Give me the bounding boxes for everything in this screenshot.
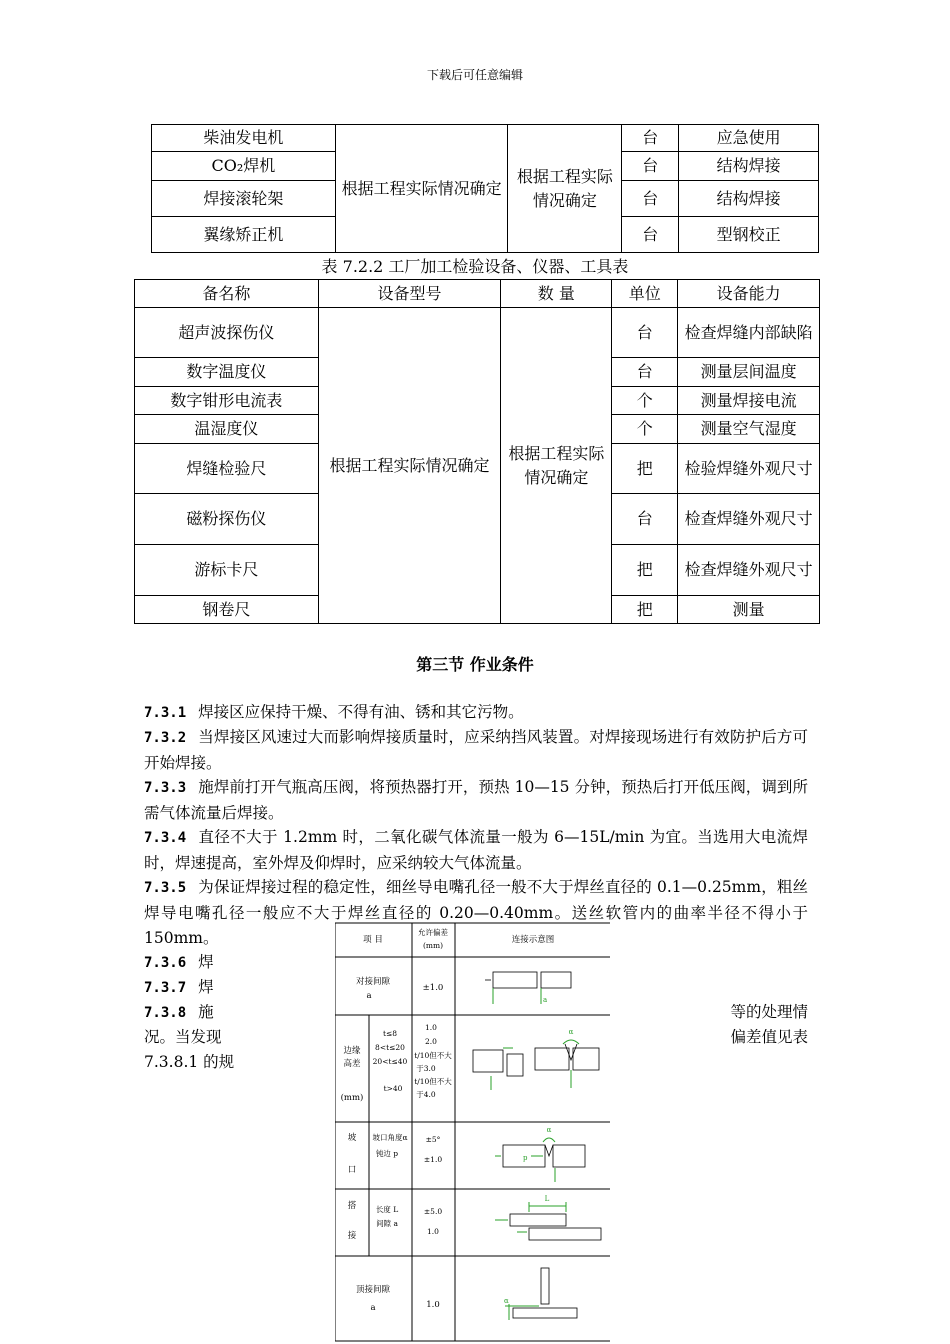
clause-number: 7.3.3 xyxy=(144,780,187,796)
table-cell: 把 xyxy=(612,545,678,596)
diagram-tolerance: ±5.0 xyxy=(423,1207,443,1216)
paragraph xyxy=(144,725,808,776)
clause-text: 焊接区应保持干燥、不得有油、锈和其它污物。 xyxy=(198,703,524,721)
table-cell: 检查焊缝内部缺陷 xyxy=(678,308,820,358)
diagram-tolerance: ±1.0 xyxy=(422,983,444,993)
clause-text: 焊 xyxy=(198,953,214,971)
table-cell: 数字钳形电流表 xyxy=(135,387,319,415)
butt-gap-dimension xyxy=(493,988,541,1004)
diagram-header-sketch: 连接示意图 xyxy=(511,935,555,945)
dimension-label: a xyxy=(543,996,548,1004)
diagram-row-label: 接 xyxy=(347,1231,357,1241)
diagram-condition: 间隙 a xyxy=(376,1219,398,1228)
lap-dimension xyxy=(495,1202,566,1232)
table-header: 设备型号 xyxy=(318,280,501,308)
clause-number: 7.3.8 xyxy=(144,1005,187,1021)
dimension-label: α xyxy=(568,1028,574,1036)
paragraph xyxy=(144,700,808,726)
table-cell: 测量层间温度 xyxy=(678,358,820,387)
diagram-tolerance: 1.0 xyxy=(427,1227,439,1236)
table-header: 单位 xyxy=(612,280,678,308)
diagram-tolerance: t/10但不大 xyxy=(414,1051,452,1060)
table-cell: 应急使用 xyxy=(679,125,819,152)
table-cell: 个 xyxy=(612,387,678,415)
diagram-tolerance: ±1.0 xyxy=(423,1155,443,1164)
diagram-row-sub: a xyxy=(366,991,372,1001)
diagram-condition: t>40 xyxy=(383,1084,403,1093)
table-caption: 表 7.2.2 工厂加工检验设备、仪器、工具表 xyxy=(321,257,629,276)
diagram-condition: 长度 L xyxy=(375,1205,399,1214)
table-cell: 台 xyxy=(622,217,679,253)
table-header: 备名称 xyxy=(135,280,319,308)
butt-gap-sketch xyxy=(485,972,571,988)
table-cell: 磁粉探伤仪 xyxy=(135,494,319,545)
merged-model-cell: 根据工程实际情况确定 xyxy=(335,125,508,253)
section-title: 第三节 作业条件 xyxy=(416,655,534,674)
clause-number: 7.3.1 xyxy=(144,705,187,721)
table-cell: 超声波探伤仪 xyxy=(135,308,319,358)
merged-qty-cell: 根据工程实际情况确定 xyxy=(508,125,622,253)
table-cell: 台 xyxy=(622,181,679,217)
table-header: 数 量 xyxy=(501,280,612,308)
clause-text: 直径不大于 1.2mm 时，二氧化碳气体流量一般为 6—15L/min 为宜。当选用大电流焊时，焊速提高，室外焊及仰焊时，应采纳较大气体流量。 xyxy=(144,828,808,872)
table-cell: 测量焊接电流 xyxy=(678,387,820,415)
clause-number: 7.3.5 xyxy=(144,880,187,896)
paragraph-fragment: 况。当发现 xyxy=(144,1028,222,1046)
table-cell: 型钢校正 xyxy=(679,217,819,253)
diagram-condition: 20<t≤40 xyxy=(372,1057,408,1066)
diagram-tolerance: 1.0 xyxy=(425,1023,437,1032)
diagram-condition: 钝边 p xyxy=(375,1149,399,1158)
table-cell: 柴油发电机 xyxy=(152,125,336,152)
clause-text: 焊 xyxy=(198,978,214,996)
table-cell: 测量 xyxy=(678,596,820,624)
table-cell: 台 xyxy=(622,152,679,181)
table-header: 设备能力 xyxy=(678,280,820,308)
diagram-condition: 8<t≤20 xyxy=(375,1043,405,1052)
diagram-header-item: 项 目 xyxy=(363,935,383,945)
table-cell: CO₂焊机 xyxy=(152,152,336,181)
diagram-row-label: (mm) xyxy=(340,1093,364,1103)
table-cell: 台 xyxy=(612,358,678,387)
diagram-row-label: 搭 xyxy=(347,1201,357,1211)
paragraph-fragment: 7.3.8.1 的规 xyxy=(144,1053,235,1071)
dimension-label: p xyxy=(523,1154,528,1162)
table-cell: 翼缘矫正机 xyxy=(152,217,336,253)
lap-sketch xyxy=(510,1214,601,1240)
clause-text: 当焊接区风速过大而影响焊接质量时，应采纳挡风装置。对焊接现场进行有效防护后方可开始焊接。 xyxy=(144,728,808,772)
merged-qty-cell: 根据工程实际情况确定 xyxy=(501,308,612,624)
diagram-row-label: 高差 xyxy=(343,1059,361,1069)
clause-number: 7.3.7 xyxy=(144,980,187,996)
inspection-equipment-table xyxy=(134,279,820,624)
dimension-label: L xyxy=(544,1195,550,1203)
diagram-header-unit: (mm) xyxy=(422,941,444,950)
clause-text: 施焊前打开气瓶高压阀，将预热器打开，预热 10—15 分钟，预热后打开低压阀，调到所需气体流量后焊接。 xyxy=(144,778,808,822)
table-cell: 测量空气湿度 xyxy=(678,415,820,444)
tee-dimension xyxy=(505,1304,539,1320)
table-cell: 把 xyxy=(612,444,678,494)
diagram-row-label: 顶接间隙 xyxy=(355,1285,391,1295)
table-cell: 数字温度仪 xyxy=(135,358,319,387)
diagram-header-tolerance: 允许偏差 xyxy=(418,928,448,937)
table-cell: 游标卡尺 xyxy=(135,545,319,596)
dimension-label: α xyxy=(504,1297,509,1305)
table-cell: 台 xyxy=(622,125,679,152)
paragraph xyxy=(144,775,808,826)
table-cell: 检查焊缝外观尺寸 xyxy=(678,494,820,545)
tee-sketch xyxy=(513,1268,577,1318)
table-cell: 检查焊缝外观尺寸 xyxy=(678,545,820,596)
diagram-tolerance: 1.0 xyxy=(426,1300,440,1310)
bevel-sketch xyxy=(503,1145,585,1167)
table-cell: 温湿度仪 xyxy=(135,415,319,444)
clause-number: 7.3.2 xyxy=(144,730,187,746)
table-cell: 结构焊接 xyxy=(679,181,819,217)
clause-text: 为保证焊接过程的稳定性，细丝导电嘴孔径一般不大于焊丝直径的 0.1—0.25mm，粗丝焊导电嘴孔径一般应不大于焊丝直径的 0.20—0.40mm。送丝软管内的曲率半径不得小于 150mm。 xyxy=(144,878,808,947)
table-cell: 结构焊接 xyxy=(679,152,819,181)
diagram-tolerance: 于4.0 xyxy=(416,1090,436,1099)
table-cell: 台 xyxy=(612,308,678,358)
dimension-label: α xyxy=(546,1126,552,1134)
clause-text: 施 xyxy=(198,1003,214,1021)
edge-offset-sketch xyxy=(473,1044,599,1076)
table-cell: 焊接滚轮架 xyxy=(152,181,336,217)
table-cell: 焊缝检验尺 xyxy=(135,444,319,494)
diagram-row-label: 坡 xyxy=(347,1133,357,1143)
diagram-row-label: 口 xyxy=(347,1165,357,1175)
tolerance-diagram xyxy=(335,920,611,1344)
diagram-tolerance: ±5° xyxy=(425,1135,441,1144)
diagram-tolerance: 2.0 xyxy=(425,1037,437,1046)
clause-number: 7.3.6 xyxy=(144,955,187,971)
equipment-table xyxy=(151,124,819,253)
table-cell: 把 xyxy=(612,596,678,624)
diagram-row-label: 边缘 xyxy=(343,1046,361,1056)
diagram-tolerance: 于3.0 xyxy=(416,1064,436,1073)
diagram-row-label: 对接间隙 xyxy=(355,977,391,987)
table-cell: 台 xyxy=(612,494,678,545)
paragraph xyxy=(144,825,808,876)
clause-number: 7.3.4 xyxy=(144,830,187,846)
diagram-condition: t≤8 xyxy=(382,1029,398,1038)
diagram-condition: 坡口角度α xyxy=(372,1133,408,1142)
table-cell: 钢卷尺 xyxy=(135,596,319,624)
paragraph-fragment: 等的处理情 xyxy=(730,1003,808,1021)
diagram-tolerance: t/10但不大 xyxy=(414,1077,452,1086)
merged-model-cell: 根据工程实际情况确定 xyxy=(318,308,501,624)
table-cell: 检验焊缝外观尺寸 xyxy=(678,444,820,494)
page-header: 下载后可任意编辑 xyxy=(426,68,523,82)
paragraph-fragment: 偏差值见表 xyxy=(730,1028,808,1046)
diagram-row-sub: a xyxy=(370,1303,376,1313)
table-cell: 个 xyxy=(612,415,678,444)
